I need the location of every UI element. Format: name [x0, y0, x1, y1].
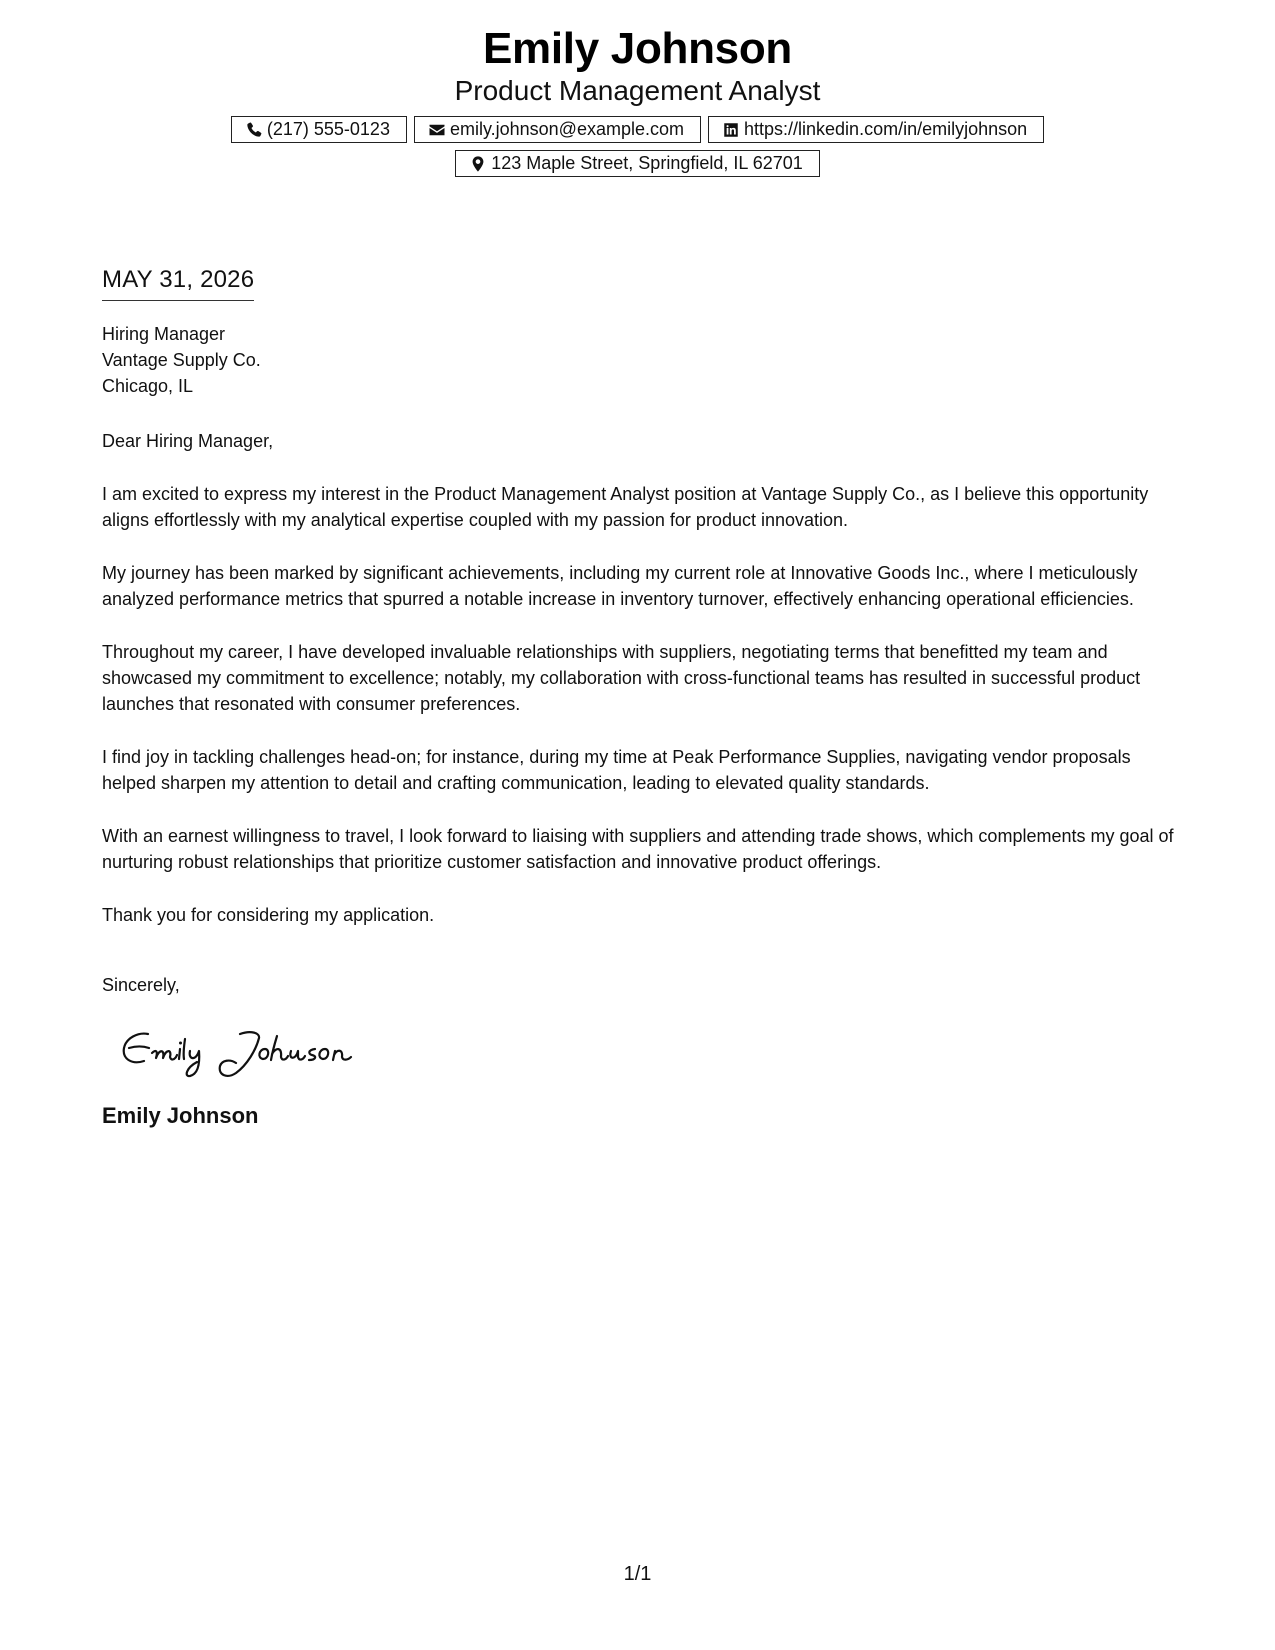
handwritten-signature [120, 1026, 1182, 1080]
email-contact[interactable] [414, 116, 701, 143]
contact-row-secondary [0, 150, 1275, 177]
linkedin-icon [722, 121, 740, 139]
phone-contact[interactable] [231, 116, 407, 143]
body-paragraph-3: Throughout my career, I have developed invaluable relationships with suppliers, negotiating terms that benefitted my team and showcased my commitment to excellence; notably, my collaboration with cross-functional teams has resulted in successful product launches that resonated with consumer preferences. [102, 642, 1141, 714]
recipient-block [102, 321, 1182, 399]
email-text: emily.johnson@example.com [449, 119, 684, 139]
body-paragraph-1: I am excited to express my interest in the Product Management Analyst position at Vantage Supply Co., as I believe this opportunity aligns effortlessly with my analytical expertise coupled with my passion for product innovation. [102, 484, 1149, 530]
address-text: 123 Maple Street, Springfield, IL 62701 [491, 153, 803, 173]
body-paragraph-4: I find joy in tackling challenges head-on; for instance, during my time at Peak Performance Supplies, navigating vendor proposals helped sharpen my attention to detail and crafting communication, leading to elevated quality standards. [102, 747, 1131, 793]
contact-row-primary [0, 116, 1275, 143]
applicant-name: Emily Johnson [482, 24, 793, 73]
recipient-name: Hiring Manager [102, 324, 226, 344]
letter-date: MAY 31, 2026 [102, 265, 254, 301]
letter-header [0, 22, 1275, 177]
salutation: Dear Hiring Manager, [102, 431, 274, 451]
page-number: 1/1 [623, 1563, 652, 1585]
closing-thanks: Thank you for considering my application. [102, 905, 435, 925]
phone-text: (217) 555-0123 [266, 119, 390, 139]
map-pin-icon [469, 155, 487, 173]
linkedin-contact[interactable] [708, 116, 1044, 143]
phone-icon [245, 121, 263, 139]
body-paragraph-5: With an earnest willingness to travel, I look forward to liaising with suppliers and attending trade shows, which complements my goal of nurturing robust relationships that prioritize customer satisfaction and innovative product offerings. [102, 826, 1174, 872]
linkedin-text: https://linkedin.com/in/emilyjohnson [744, 119, 1028, 139]
applicant-title: Product Management Analyst [454, 75, 821, 106]
letter-body [102, 265, 1182, 1130]
signer-name: Emily Johnson [102, 1103, 259, 1128]
envelope-icon [428, 121, 446, 139]
address-contact [455, 150, 820, 177]
body-paragraph-2: My journey has been marked by significant achievements, including my current role at Innovative Goods Inc., where I meticulously analyzed performance metrics that spurred a notable increase in inventory turnover, effectively enhancing operational efficiencies. [102, 563, 1138, 609]
closing-line: Sincerely, [102, 975, 180, 995]
recipient-company: Vantage Supply Co. [102, 350, 261, 370]
recipient-location: Chicago, IL [102, 376, 194, 396]
